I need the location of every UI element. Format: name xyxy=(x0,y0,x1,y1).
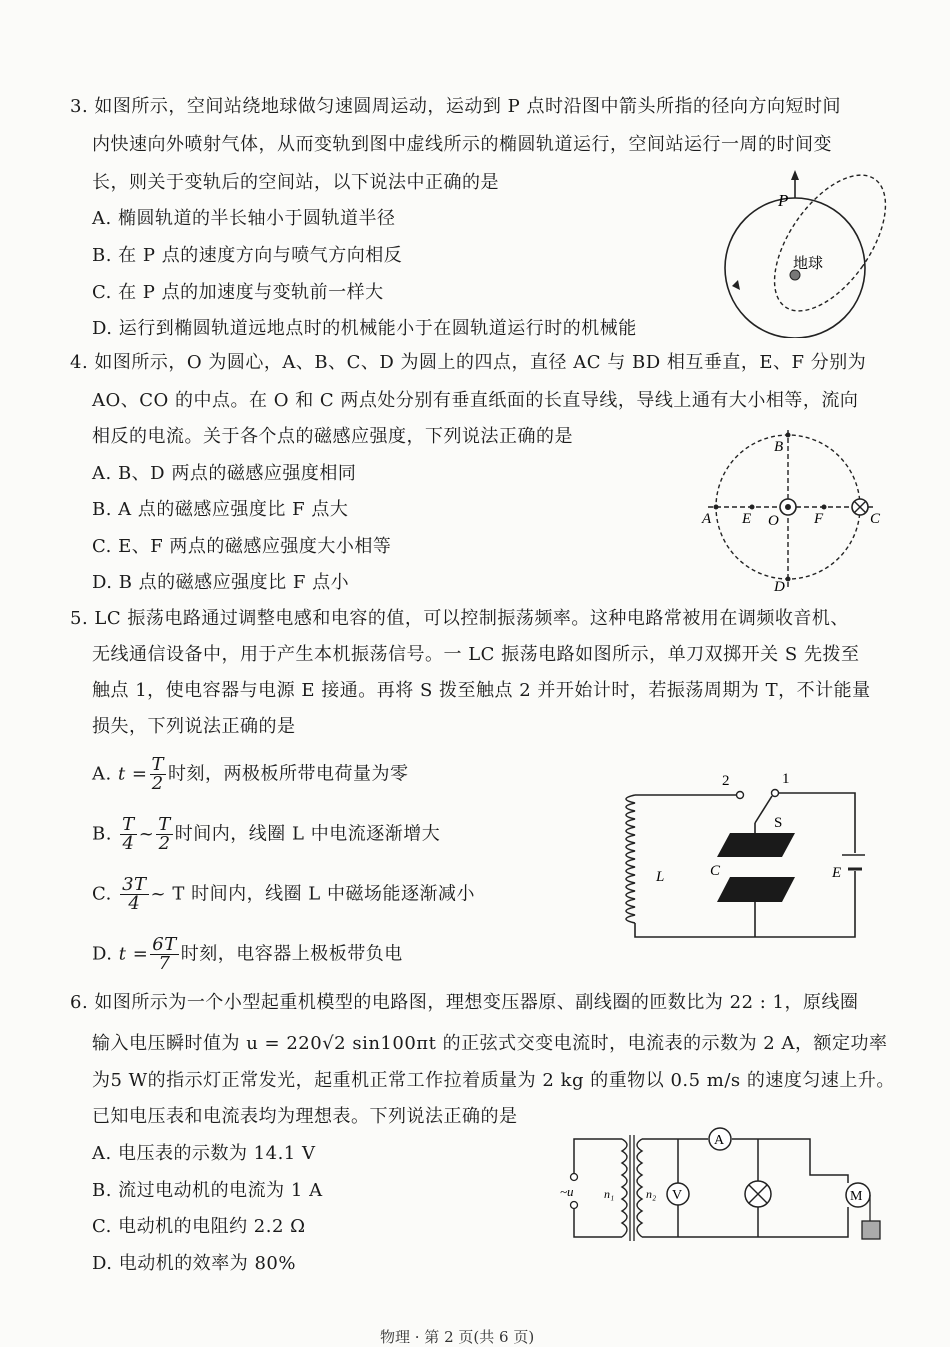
elliptical-orbit xyxy=(752,168,890,330)
label-e: E xyxy=(742,511,752,527)
switch-s xyxy=(755,796,772,823)
q4-stem-line3: 相反的电流。关于各个点的磁感应强度，下列说法正确的是 xyxy=(92,426,573,447)
q4-stem-line2: AO、CO 的中点。在 O 和 C 两点处分别有垂直纸面的长直导线，导线上通有大小相等，流向 xyxy=(92,390,859,411)
q4-option-a: A. B、D 两点的磁感应强度相同 xyxy=(92,463,357,484)
q4-option-d: D. B 点的磁感应强度比 F 点小 xyxy=(92,572,350,593)
q3-stem-line3: 长，则关于变轨后的空间站，以下说法中正确的是 xyxy=(92,172,499,193)
capacitor-bottom-plate xyxy=(717,877,795,902)
q6-crane-circuit-figure xyxy=(560,1125,890,1255)
label-contact-1: 1 xyxy=(782,771,790,787)
hanging-weight xyxy=(862,1221,880,1239)
q6-option-a: A. 电压表的示数为 14.1 V xyxy=(92,1143,316,1164)
contact-1 xyxy=(772,790,779,797)
label-u: ~u xyxy=(560,1184,574,1199)
q5-option-a: A. t = $\frac{T}{2}$ 时刻，两极板所带电荷量为零 xyxy=(92,754,409,794)
q5-option-d: D. t = $\frac{6T}{7}$ 时刻，电容器上极板带负电 xyxy=(92,934,403,974)
label-c: C xyxy=(870,511,881,527)
q5-stem-line4: 损失，下列说法正确的是 xyxy=(92,716,296,737)
q5-stem-line1: 5. LC 振荡电路通过调整电感和电容的值，可以控制振荡频率。这种电路常被用在调频收音机、 xyxy=(70,608,849,629)
orbit-direction-arrow-icon xyxy=(732,280,740,290)
q6-stem-line4: 已知电压表和电流表均为理想表。下列说法正确的是 xyxy=(92,1106,518,1127)
q5-stem-line2: 无线通信设备中，用于产生本机振荡信号。一 LC 振荡电路如图所示，单刀双掷开关 S 先拨至 xyxy=(92,644,860,665)
label-ammeter: A xyxy=(714,1133,725,1148)
capacitor-top-plate xyxy=(717,833,795,857)
q4-option-b: B. A 点的磁感应强度比 F 点大 xyxy=(92,499,349,520)
q5-option-b: B. $\frac{T}{4}$ ~ $\frac{T}{2}$ 时间内，线圈 L 中电流逐渐增大 xyxy=(92,814,441,854)
label-f: F xyxy=(814,511,824,527)
q6-stem-line2: 输入电压瞬时值为 u = 220√2 sin100πt 的正弦式交变电流时，电流表的示数为 2 A，额定功率 xyxy=(92,1033,888,1054)
q3-orbit-figure xyxy=(720,168,890,338)
primary-coil xyxy=(622,1139,627,1237)
q3-stem-line1: 3. 如图所示，空间站绕地球做匀速圆周运动，运动到 P 点时沿图中箭头所指的径向方向短时间 xyxy=(70,96,841,117)
label-d: D xyxy=(774,579,785,595)
q3-option-c: C. 在 P 点的加速度与变轨前一样大 xyxy=(92,282,384,303)
label-e: E xyxy=(832,865,842,881)
label-voltmeter: V xyxy=(672,1188,683,1203)
label-motor: M xyxy=(850,1189,863,1204)
contact-2 xyxy=(737,792,744,799)
q6-stem-line1: 6. 如图所示为一个小型起重机模型的电路图，理想变压器原、副线圈的匝数比为 22 : 1，原线圈 xyxy=(70,992,859,1013)
q5-lc-circuit-figure xyxy=(610,765,865,945)
q3-option-b: B. 在 P 点的速度方向与喷气方向相反 xyxy=(92,245,403,266)
label-earth: 地球 xyxy=(793,256,824,272)
q4-stem-line1: 4. 如图所示，O 为圆心，A、B、C、D 为圆上的四点，直径 AC 与 BD 相互垂直，E、F 分别为 xyxy=(70,352,867,373)
q4-option-c: C. E、F 两点的磁感应强度大小相等 xyxy=(92,536,392,557)
q3-option-a: A. 椭圆轨道的半长轴小于圆轨道半径 xyxy=(92,208,396,229)
label-s: S xyxy=(774,815,783,831)
page-footer: 物理 · 第 2 页(共 6 页) xyxy=(380,1328,535,1346)
q3-stem-line2: 内快速向外喷射气体，从而变轨到图中虚线所示的椭圆轨道运行，空间站运行一周的时间变 xyxy=(92,134,832,155)
q5-option-c: C. $\frac{3T}{4}$ ~ T 时间内，线圈 L 中磁场能逐渐减小 xyxy=(92,874,475,914)
q3-option-d: D. 运行到椭圆轨道远地点时的机械能小于在圆轨道运行时的机械能 xyxy=(92,318,637,339)
secondary-coil xyxy=(637,1139,642,1237)
label-l: L xyxy=(656,869,665,885)
label-b: B xyxy=(774,439,784,455)
label-a: A xyxy=(702,511,712,527)
label-n2: n₂ xyxy=(646,1187,657,1201)
label-c: C xyxy=(710,863,721,879)
label-o: O xyxy=(768,513,779,529)
label-n1: n₁ xyxy=(604,1187,615,1201)
q5-stem-line3: 触点 1，使电容器与电源 E 接通。再将 S 拨至触点 2 并开始计时，若振荡周期为 T，不计能量 xyxy=(92,680,871,701)
q6-option-b: B. 流过电动机的电流为 1 A xyxy=(92,1180,323,1201)
label-p: P xyxy=(778,191,789,210)
thrust-arrow-icon xyxy=(791,170,799,180)
q6-stem-line3: 为5 W的指示灯正常发光，起重机正常工作拉着质量为 2 kg 的重物以 0.5 m/s 的速度匀速上升。 xyxy=(92,1070,895,1091)
q6-option-d: D. 电动机的效率为 80% xyxy=(92,1253,296,1274)
q4-magnetic-figure xyxy=(700,425,885,595)
inductor-coil xyxy=(626,795,635,923)
label-contact-2: 2 xyxy=(722,773,730,789)
q6-option-c: C. 电动机的电阻约 2.2 Ω xyxy=(92,1216,306,1237)
